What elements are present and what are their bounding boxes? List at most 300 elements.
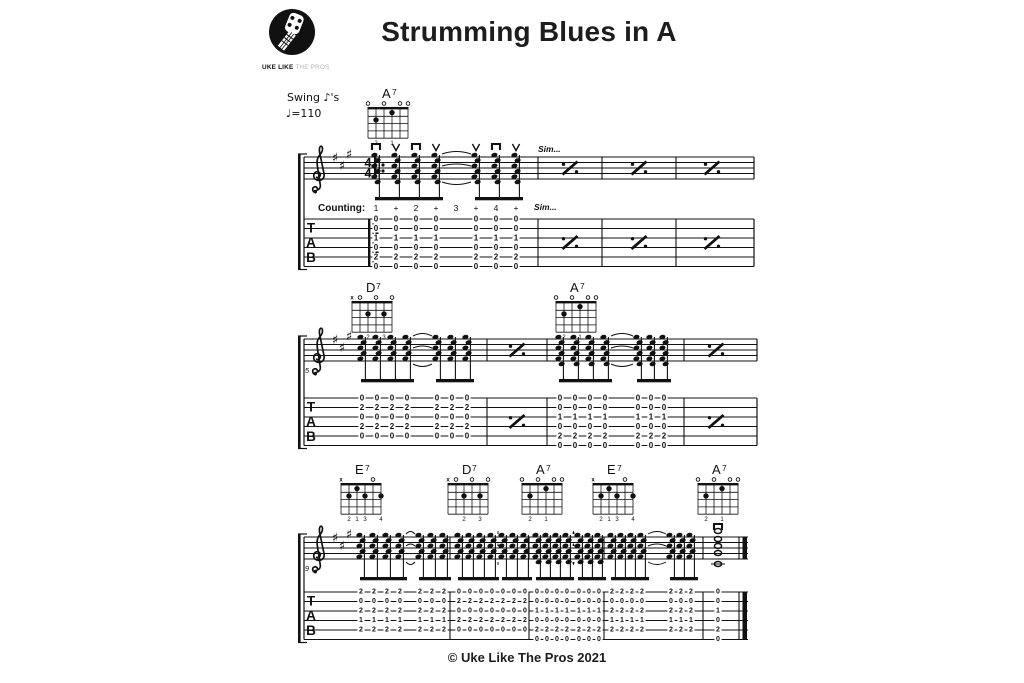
svg-text:2: 2 [479,598,483,605]
svg-text:0: 0 [648,441,654,450]
tab-column [556,394,563,451]
beam [375,197,443,200]
svg-text:0: 0 [587,422,593,431]
tab-column [512,215,519,272]
svg-text:1: 1 [513,233,519,243]
svg-text:Sim...: Sim... [538,144,561,154]
svg-text:0: 0 [602,441,608,450]
strum-chord-cluster [509,532,519,580]
strum-chord-cluster [471,152,481,200]
svg-text:♯: ♯ [338,539,346,554]
svg-text:A: A [306,608,316,624]
svg-text:T: T [306,220,316,236]
system-1 [286,86,754,271]
beam [475,197,523,200]
svg-text:0: 0 [565,617,569,624]
svg-text:2: 2 [359,626,363,634]
svg-text:2: 2 [562,335,566,342]
svg-text:0: 0 [389,412,395,422]
svg-text:x: x [446,477,450,484]
svg-text:1: 1 [433,233,439,243]
svg-text:0: 0 [587,403,593,412]
chord-diagram-A7 [696,462,740,523]
key-signature [332,330,352,356]
page-title: Strumming Blues in A [381,16,677,47]
svg-text:A: A [570,280,579,295]
tab-column [448,394,455,441]
svg-text:+: + [433,203,439,213]
svg-text:A: A [306,414,316,430]
measure [509,344,525,429]
strum-chord-cluster [574,532,584,580]
strum-chord-cluster [476,532,486,580]
tab-column [463,394,470,441]
svg-text:2: 2 [464,403,470,412]
svg-text:0: 0 [359,431,365,441]
svg-text:0: 0 [389,431,395,441]
strum-chord-cluster [627,532,637,580]
svg-text:0: 0 [648,422,654,431]
strum-chord-cluster [617,532,627,580]
svg-text:E: E [355,462,364,477]
svg-text:0: 0 [577,588,581,596]
svg-text:0: 0 [587,598,591,605]
svg-text:2: 2 [630,588,634,596]
svg-text:1: 1 [648,412,654,422]
svg-text:2: 2 [501,598,505,605]
svg-text:0: 0 [490,588,494,596]
svg-text:2: 2 [669,607,673,615]
svg-text:0: 0 [385,598,389,605]
tab-column [455,588,462,634]
svg-text:0: 0 [473,214,479,224]
svg-text:1: 1 [689,617,693,624]
measure [562,162,578,250]
tab-column [553,588,560,644]
svg-text:1: 1 [355,517,359,524]
strum-chord-cluster [570,334,580,382]
tab-column [472,215,479,272]
svg-text:0: 0 [374,412,380,422]
treble-clef [313,146,324,193]
svg-text:0: 0 [661,393,667,403]
notation-staff [304,157,754,179]
svg-text:0: 0 [389,393,395,403]
svg-text:1: 1 [565,607,569,615]
svg-text:0: 0 [597,617,601,624]
svg-text:1: 1 [661,412,667,422]
key-signature [332,148,352,174]
svg-text:1: 1 [630,617,634,624]
svg-text:0: 0 [373,224,379,233]
svg-text:4: 4 [364,156,372,170]
svg-text:0: 0 [493,214,499,224]
svg-text:2: 2 [434,422,440,431]
svg-text:2: 2 [347,517,351,524]
svg-text:+: + [473,203,479,213]
tab-column [687,588,694,634]
svg-text:2: 2 [648,431,654,441]
tab-column [466,588,473,634]
svg-text:1: 1 [372,617,376,624]
svg-text:0: 0 [473,262,479,271]
svg-text:1: 1 [716,607,720,615]
svg-text:1: 1 [635,412,641,422]
svg-text:0: 0 [413,262,419,271]
svg-text:7: 7 [472,463,477,473]
svg-text:4: 4 [631,517,635,524]
svg-text:1: 1 [679,617,683,624]
svg-text:0: 0 [572,441,578,450]
svg-text:2: 2 [430,607,434,615]
svg-text:2: 2 [374,141,378,148]
svg-text:2: 2 [565,626,569,634]
measure [454,532,532,635]
svg-text:2: 2 [602,431,608,441]
tab-label [306,400,316,444]
svg-text:Counting:: Counting: [318,203,366,214]
svg-text:2: 2 [434,403,440,412]
chord-diagram-A7 [520,462,564,523]
svg-text:2: 2 [587,431,593,441]
svg-text:0: 0 [393,224,399,233]
svg-text:2: 2 [490,598,494,605]
svg-text:7: 7 [365,463,370,473]
svg-text:2: 2 [389,422,395,431]
svg-text:Swing ♪'s: Swing ♪'s [287,91,340,104]
chord-diagram-D7 [446,462,489,523]
strum-chord-cluster [659,334,669,382]
strum-chord-cluster [491,152,501,200]
svg-text:2: 2 [704,517,708,524]
svg-text:2: 2 [430,626,434,634]
strum-chord-cluster [542,532,552,580]
svg-text:0: 0 [545,636,549,643]
measure [356,532,451,635]
tab-column [638,588,645,634]
tab-column [370,588,377,634]
svg-text:2: 2 [679,607,683,615]
svg-text:0: 0 [630,598,634,605]
tab-column [357,588,364,634]
svg-text:0: 0 [535,636,539,643]
tab-column [510,588,517,634]
svg-text:0: 0 [434,393,440,403]
svg-text:0: 0 [468,607,472,615]
svg-text:0: 0 [648,393,654,403]
svg-text:0: 0 [464,393,470,403]
svg-text:1: 1 [578,335,582,342]
svg-text:0: 0 [555,598,559,605]
svg-text:2: 2 [620,626,624,634]
strum-chord-cluster [402,334,412,382]
svg-text:0: 0 [535,588,539,596]
svg-text:2: 2 [393,252,399,262]
svg-text:2: 2 [385,626,389,634]
svg-text:0: 0 [464,431,470,441]
time-signature [365,156,372,181]
svg-text:0: 0 [572,393,578,403]
svg-text:0: 0 [490,626,494,634]
strum-chord-cluster [411,152,421,200]
svg-text:1: 1 [418,617,422,624]
strum-chord-cluster [439,532,449,580]
svg-text:2: 2 [442,626,446,634]
strum-chord-cluster [432,334,442,382]
chord-diagram-E7 [591,462,635,523]
tab-column [412,215,419,272]
brand-name-light: THE PROS [295,64,330,71]
svg-text:+: + [513,203,519,213]
svg-text:0: 0 [716,636,720,643]
svg-text:0: 0 [635,393,641,403]
upstrum-icon [472,144,479,151]
svg-text:1: 1 [620,617,624,624]
svg-text:1: 1 [544,517,548,524]
svg-text:2: 2 [620,607,624,615]
brand-name [262,64,330,71]
svg-text:1: 1 [373,233,379,243]
svg-text:0: 0 [418,598,422,605]
svg-text:3: 3 [478,517,482,524]
svg-text:♯: ♯ [331,531,339,546]
svg-text:0: 0 [433,262,439,271]
svg-text:0: 0 [493,243,499,252]
svg-text:2: 2 [597,626,601,634]
svg-text:2: 2 [679,626,683,634]
svg-text:1: 1 [373,203,379,213]
svg-text:2: 2 [535,626,539,634]
svg-text:0: 0 [359,412,365,422]
svg-text:0: 0 [545,588,549,596]
beam [637,379,671,382]
svg-text:0: 0 [512,626,516,634]
svg-text:0: 0 [597,636,601,643]
strum-chord-cluster [372,334,382,382]
treble-clef [313,328,324,375]
strum-chord-cluster [371,152,381,200]
svg-text:1: 1 [720,517,724,524]
svg-text:♯: ♯ [345,147,353,163]
svg-text:2: 2 [512,617,516,624]
whole-note-chord [711,529,725,567]
tab-column [563,588,570,644]
strum-chord-cluster [562,532,572,580]
svg-text:0: 0 [661,422,667,431]
tab-column [667,588,674,634]
svg-text:0: 0 [587,393,593,403]
tab-staff [304,398,757,446]
svg-text:B: B [306,428,316,444]
tab-column [499,588,506,634]
svg-text:A: A [536,462,545,477]
svg-text:0: 0 [404,393,410,403]
svg-text:0: 0 [493,224,499,233]
tab-column [677,588,684,634]
svg-text:0: 0 [434,431,440,441]
svg-text:2: 2 [468,617,472,624]
svg-text:0: 0 [679,598,683,605]
beam [361,379,414,382]
chord-diagram-A7 [366,86,410,147]
svg-text:2: 2 [385,588,389,596]
tab-column [586,394,593,451]
svg-text:A: A [306,235,316,251]
strum-chord-cluster [585,334,595,382]
svg-text:2: 2 [418,588,422,596]
svg-text:2: 2 [385,607,389,615]
svg-text:0: 0 [393,262,399,271]
tab-column [433,394,440,441]
svg-text:2: 2 [404,422,410,431]
tab-column [388,394,395,441]
svg-text:2: 2 [442,588,446,596]
beam [611,577,649,580]
svg-text:0: 0 [374,431,380,441]
tab-column [608,588,615,634]
tab-column [660,394,667,451]
svg-text:2: 2 [587,626,591,634]
strum-chord-cluster [511,152,521,200]
svg-text:0: 0 [610,598,614,605]
svg-text:0: 0 [557,441,563,450]
strum-chord-cluster [454,532,464,580]
tab-column [647,394,654,451]
svg-text:2: 2 [359,607,363,615]
strum-chord-cluster [552,532,562,580]
notation-staff [304,339,757,361]
svg-text:2: 2 [372,607,376,615]
svg-text:0: 0 [572,403,578,412]
beam [578,577,606,580]
svg-text:2: 2 [493,252,499,262]
svg-text:0: 0 [413,243,419,252]
svg-text:♯: ♯ [338,341,346,356]
svg-text:1: 1 [545,607,549,615]
svg-text:2: 2 [640,607,644,615]
svg-text:0: 0 [373,243,379,252]
svg-text:2: 2 [359,403,365,412]
svg-text:0: 0 [635,403,641,412]
svg-text:1: 1 [493,233,499,243]
svg-text:0: 0 [404,412,410,422]
svg-text:2: 2 [442,607,446,615]
chord-diagram-A7 [554,280,598,341]
svg-text:2: 2 [572,431,578,441]
strum-chord-cluster [532,532,542,580]
strum-chord-cluster [387,334,397,382]
svg-text:2: 2 [433,252,439,262]
svg-text:0: 0 [635,441,641,450]
svg-text:0: 0 [359,598,363,605]
strum-chord-cluster [431,152,441,200]
svg-text:2: 2 [640,588,644,596]
svg-text:0: 0 [359,393,365,403]
svg-text:2: 2 [635,431,641,441]
svg-text:5: 5 [304,366,310,375]
svg-text:1: 1 [602,412,608,422]
tab-staff [304,219,754,267]
svg-text:0: 0 [523,588,527,596]
measure [704,162,720,250]
tab-label [306,594,316,638]
svg-text:2: 2 [372,588,376,596]
svg-text:0: 0 [597,588,601,596]
svg-text:2: 2 [501,617,505,624]
svg-text:2: 2 [679,588,683,596]
svg-text:2: 2 [373,252,379,262]
svg-text:7: 7 [546,463,551,473]
tab-column [714,588,721,644]
svg-text:♯: ♯ [331,333,339,348]
svg-text:0: 0 [373,214,379,224]
svg-text:0: 0 [577,598,581,605]
svg-text:2: 2 [661,431,667,441]
tab-column [373,394,380,441]
strum-chord-cluster [487,532,497,580]
tab-column [601,394,608,451]
svg-text:7: 7 [376,281,381,291]
svg-text:2: 2 [689,607,693,615]
svg-text:♩=110: ♩=110 [286,107,322,120]
svg-text:0: 0 [457,588,461,596]
tab-column [358,394,365,441]
svg-text:1: 1 [587,412,593,422]
svg-text:2: 2 [545,626,549,634]
svg-text:0: 0 [602,422,608,431]
svg-text:2: 2 [374,422,380,431]
tab-column [432,215,439,272]
svg-text:1: 1 [557,412,563,422]
svg-text:1: 1 [669,617,673,624]
svg-text:4: 4 [379,517,383,524]
svg-text:2: 2 [457,598,461,605]
svg-text:2: 2 [468,598,472,605]
svg-text:0: 0 [398,598,402,605]
svg-text:2: 2 [512,598,516,605]
svg-text:1: 1 [385,617,389,624]
tab-column [477,588,484,634]
svg-text:1: 1 [535,607,539,615]
tab-column [492,215,499,272]
svg-text:2: 2 [398,588,402,596]
svg-text:0: 0 [689,598,693,605]
strum-chord-cluster [427,532,437,580]
svg-text:0: 0 [597,598,601,605]
svg-text:2: 2 [630,626,634,634]
svg-text:1: 1 [607,517,611,524]
svg-text:0: 0 [545,598,549,605]
svg-text:2: 2 [599,517,603,524]
tab-column [634,394,641,451]
tab-column [533,588,540,644]
treble-clef [313,526,324,573]
tab-column [521,588,528,634]
svg-text:0: 0 [535,617,539,624]
svg-text:2: 2 [449,422,455,431]
svg-text:7: 7 [580,281,585,291]
system-2 [298,280,757,450]
svg-text:0: 0 [565,636,569,643]
strum-chord-cluster [607,532,617,580]
svg-text:0: 0 [565,598,569,605]
svg-text:7: 7 [392,87,397,97]
svg-text:0: 0 [661,441,667,450]
svg-text:0: 0 [449,412,455,422]
tab-column [628,588,635,634]
svg-text:3: 3 [382,335,386,342]
measure [711,524,725,644]
